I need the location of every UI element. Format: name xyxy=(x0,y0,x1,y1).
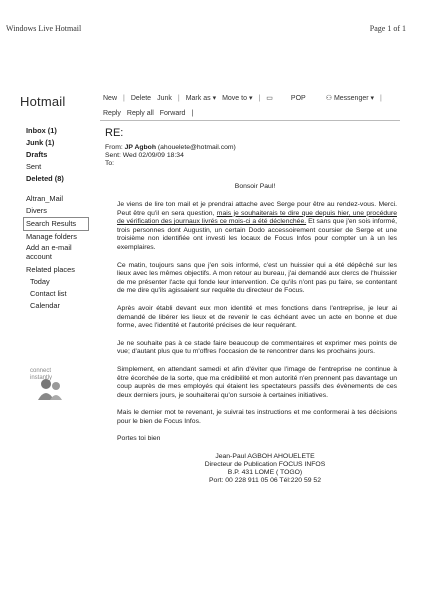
messenger-promo-text xyxy=(30,368,52,382)
reply-button[interactable]: Reply xyxy=(103,110,121,117)
promo-line: instantly xyxy=(30,375,53,381)
related-places-heading: Related places xyxy=(26,265,75,274)
toolbar-separator: | xyxy=(177,94,180,102)
mark-as-menu[interactable] xyxy=(186,94,216,102)
toolbar-divider xyxy=(100,120,400,121)
pop-button[interactable]: POP xyxy=(290,94,306,102)
sidebar-item-junk[interactable]: Junk (1) xyxy=(26,138,55,147)
message-paragraph: Mais le dernier mot te revenant, je suivrai tes instructions et me conformerai à tes décisions pour le bien de Focus Infos. xyxy=(117,409,397,425)
to-row xyxy=(105,160,405,168)
sidebar xyxy=(26,125,98,312)
message-subject: RE: xyxy=(105,127,124,139)
sidebar-item-drafts[interactable]: Drafts xyxy=(26,150,48,159)
related-item-today[interactable]: Today xyxy=(30,277,50,286)
paragraph-text: Et sans que j'en sois informé, trois personnes dont Augustin, un certain Dodo accessoirement coursier de Serge et une troisième non identifiée ont investi les locaux de Focus Infos pour compter un à un les exemplaires. xyxy=(117,218,397,251)
move-to-label: Move to xyxy=(222,95,247,102)
sender-email: (ahouelete@hotmail.com) xyxy=(157,144,236,151)
signature-line: Jean-Paul AGBOH AHOUELETE xyxy=(215,453,315,461)
sidebar-item-inbox[interactable]: Inbox (1) xyxy=(26,126,57,135)
junk-button[interactable]: Junk xyxy=(157,94,172,102)
new-button[interactable]: New xyxy=(103,94,118,102)
sender-name[interactable]: JP Agboh xyxy=(124,144,156,151)
from-label: From: xyxy=(105,144,123,151)
move-to-menu[interactable] xyxy=(222,94,252,102)
mark-as-label: Mark as xyxy=(185,95,211,102)
message-paragraph: Simplement, en attendant samedi et afin d'éviter que l'image de l'entreprise ne continue à être écorchée de la sorte, que ma crédibilité et mon autorité n'en prennent pas davantage un coup auprès de mes employés qui étaient les spectateurs passifs des évènements de ces deux derniers jours, je souhaiterai qu'on sursoie à certaines initiatives. xyxy=(117,365,397,399)
delete-button[interactable]: Delete xyxy=(130,94,152,102)
message-pane xyxy=(105,127,405,485)
promo-line: connect xyxy=(30,368,52,374)
sidebar-item-search-results[interactable]: Search Results xyxy=(23,217,89,231)
from-row xyxy=(105,144,405,152)
message-paragraph: Ce matin, toujours sans que j'en sois informé, c'est un huissier qui a été dépêché sur les lieux avec les mêmes objectifs. A mon retour au bureau, j'ai demandé aux clercs de l'huissier de me présenter l'acte qui fonde leur intervention. Ce qu'ils n'ont pas pu faire, se contentant de me dire qu'ils agissaient sur requête du directeur de Focus. xyxy=(117,261,397,295)
print-header-title: Windows Live Hotmail xyxy=(6,24,82,33)
message-salutation: Bonsoir Paul! xyxy=(234,183,276,190)
print-header-page: Page 1 of 1 xyxy=(369,24,406,33)
message-header xyxy=(105,144,405,168)
hotmail-logo: Hotmail xyxy=(20,94,66,109)
paragraph-text: Je viens de lire ton mail et je prendrai attache avec Serge pour être au rendez-vous. Merci. Peut être qu'il en sera question, xyxy=(117,201,397,217)
messenger-icon: ⚇ xyxy=(325,95,332,102)
sent-value: Wed 02/09/09 18:34 xyxy=(122,152,184,159)
signature-line: Port: 00 228 911 05 06 Tél:220 59 52 xyxy=(209,477,321,485)
to-label: To: xyxy=(105,160,115,167)
chevron-down-icon: ▾ xyxy=(248,95,253,102)
message-paragraph: Je ne souhaite pas à ce stade faire beaucoup de commentaires et exprimer mes points de vue; d'autant plus que tu m'offres l'occasion de te rencontrer dans les prochains jours. xyxy=(117,339,397,356)
chevron-down-icon: ▾ xyxy=(370,95,375,102)
reply-toolbar xyxy=(103,110,193,117)
sidebar-item-deleted[interactable]: Deleted (8) xyxy=(26,174,64,183)
related-item-contact-list[interactable]: Contact list xyxy=(30,289,67,298)
signature-line: B.P. 431 LOME ( TOGO) xyxy=(227,469,303,477)
message-toolbar xyxy=(103,94,382,102)
toolbar-separator: | xyxy=(191,110,194,117)
messenger-menu[interactable] xyxy=(326,94,374,102)
toolbar-separator: | xyxy=(380,94,382,102)
sidebar-item-sent[interactable]: Sent xyxy=(26,162,42,171)
sent-label: Sent: xyxy=(105,152,121,159)
printer-icon[interactable]: ▭ xyxy=(266,95,273,102)
message-paragraph xyxy=(117,201,397,253)
forward-button[interactable]: Forward xyxy=(159,110,186,117)
signature-line: Directeur de Publication FOCUS INFOS xyxy=(204,461,326,469)
toolbar-separator: | xyxy=(123,94,125,102)
message-closing: Portes toi bien xyxy=(117,435,161,443)
reply-all-button[interactable]: Reply all xyxy=(126,110,154,117)
message-paragraph: Après avoir établi devant eux mon identité et mes fonctions dans l'entreprise, je leur ai demandé de libérer les lieux et de revenir le cas échéant avec un acte en bonne et due forme, avec l'identité et l'autorité précises de leur requérant. xyxy=(117,304,397,330)
message-signature xyxy=(125,453,405,485)
sent-row xyxy=(105,152,405,160)
related-item-calendar[interactable]: Calendar xyxy=(30,301,60,310)
chevron-down-icon: ▾ xyxy=(212,95,217,102)
messenger-label: Messenger xyxy=(333,95,369,102)
sidebar-item-divers[interactable]: Divers xyxy=(26,206,47,215)
sidebar-spacer xyxy=(26,185,98,193)
manage-folders-link[interactable]: Manage folders xyxy=(26,232,77,241)
sidebar-item-altran-mail[interactable]: Altran_Mail xyxy=(26,194,63,203)
toolbar-separator: | xyxy=(258,94,261,102)
add-email-account-link[interactable]: Add an e-mail account xyxy=(26,243,72,261)
paragraph-underlined-text: mais je souhaiterais te dire que depuis hier, une procédure de vérification des journaux livrés ce mois-ci a été déclenchée. xyxy=(117,209,397,226)
